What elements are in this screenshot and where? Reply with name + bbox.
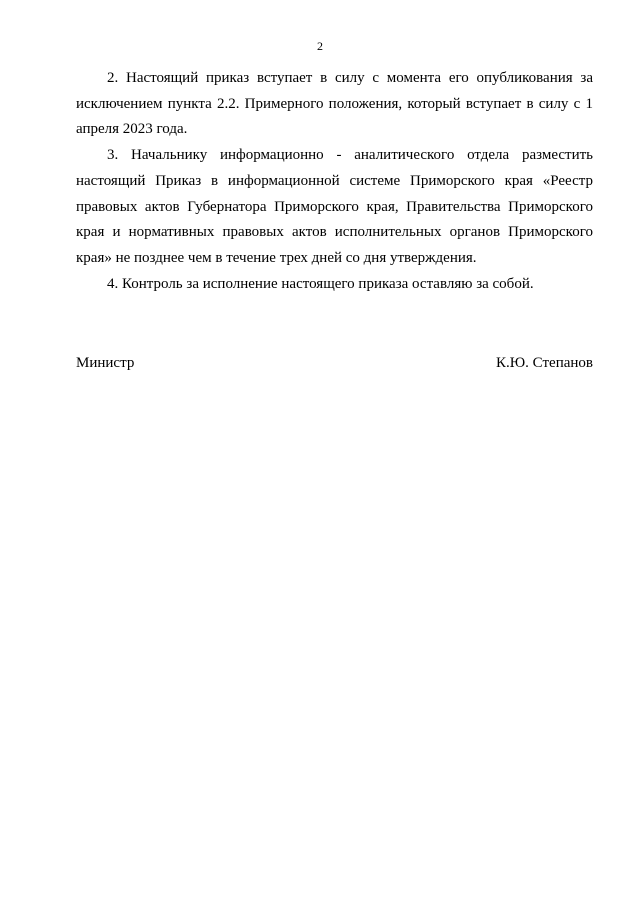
paragraph-3: 3. Начальнику информационно - аналитического отдела разместить настоящий Приказ в информационной системе Приморского края «Реестр правовых актов Губернатора Приморского края, Правительства Приморского края и нормативных правовых актов исполнительных органов Приморского края» не позднее чем в течение трех дней со дня утверждения. bbox=[76, 147, 593, 266]
signatory-name: К.Ю. Степанов bbox=[496, 355, 593, 371]
signatory-position: Министр bbox=[76, 355, 135, 371]
paragraph-4: 4. Контроль за исполнение настоящего приказа оставляю за собой. bbox=[107, 275, 534, 292]
page-number: 2 bbox=[317, 39, 323, 53]
paragraph-2: 2. Настоящий приказ вступает в силу с момента его опубликования за исключением пункта 2.2. Примерного положения, который вступает в силу с 1 апреля 2023 года. bbox=[76, 70, 593, 138]
document-body bbox=[76, 66, 593, 297]
